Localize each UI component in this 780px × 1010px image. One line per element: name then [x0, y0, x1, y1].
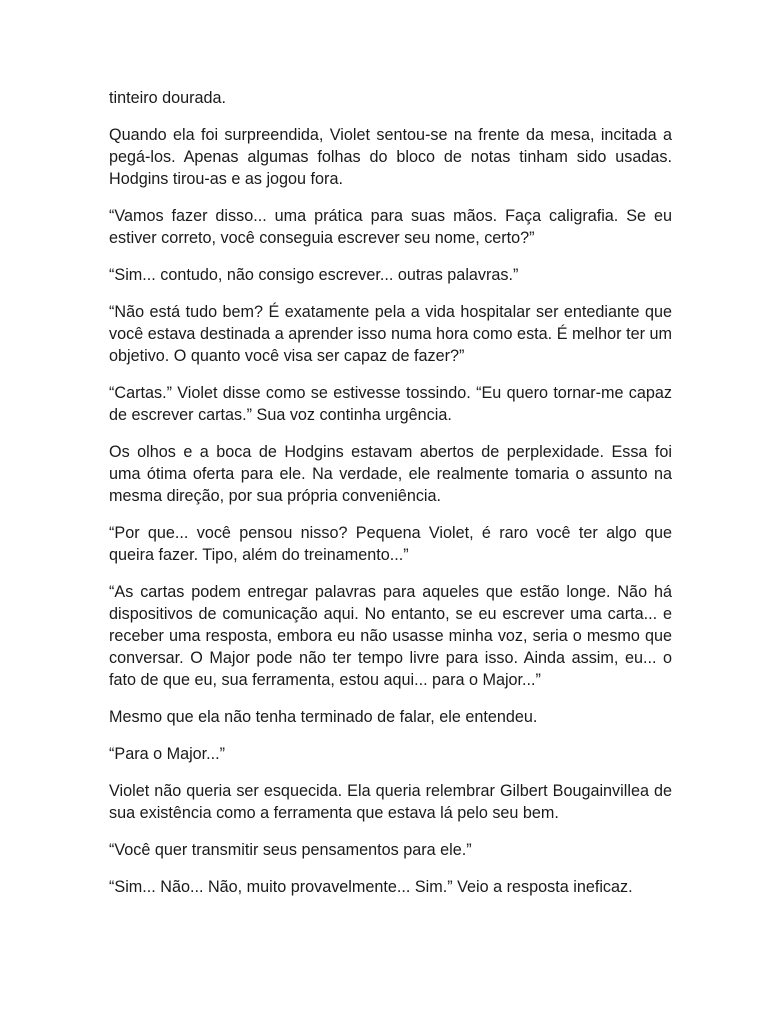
paragraph: Os olhos e a boca de Hodgins estavam abertos de perplexidade. Essa foi uma ótima oferta para ele. Na verdade, ele realmente tomaria o assunto na mesma direção, por sua própria conveniência. — [109, 443, 672, 505]
paragraph: Quando ela foi surpreendida, Violet sentou-se na frente da mesa, incitada a pegá-los. Apenas algumas folhas do bloco de notas tinham sido usadas. Hodgins tirou-as e as jogou fora. — [109, 126, 672, 188]
paragraph: Violet não queria ser esquecida. Ela queria relembrar Gilbert Bougainvillea de sua existência como a ferramenta que estava lá pelo seu bem. — [109, 782, 672, 822]
paragraph: tinteiro dourada. — [109, 89, 226, 107]
paragraph: “Vamos fazer disso... uma prática para suas mãos. Faça caligrafia. Se eu estiver correto, você conseguia escrever seu nome, certo?” — [109, 207, 672, 247]
document-page — [109, 87, 672, 913]
paragraph: “Para o Major...” — [109, 745, 226, 763]
paragraph: Mesmo que ela não tenha terminado de falar, ele entendeu. — [109, 708, 538, 726]
paragraph: “Por que... você pensou nisso? Pequena Violet, é raro você ter algo que queira fazer. Tipo, além do treinamento...” — [109, 524, 672, 564]
paragraph: “Sim... contudo, não consigo escrever... outras palavras.” — [109, 266, 519, 284]
paragraph: “Cartas.” Violet disse como se estivesse tossindo. “Eu quero tornar-me capaz de escrever cartas.” Sua voz continha urgência. — [109, 384, 672, 424]
paragraph: “Sim... Não... Não, muito provavelmente... Sim.” Veio a resposta ineficaz. — [109, 878, 633, 896]
paragraph: “As cartas podem entregar palavras para aqueles que estão longe. Não há dispositivos de comunicação aqui. No entanto, se eu escrever uma carta... e receber uma resposta, embora eu não usasse minha voz, seria o mesmo que conversar. O Major pode não ter tempo livre para isso. Ainda assim, eu... o fato de que eu, sua ferramenta, estou aqui... para o Major...” — [109, 583, 672, 689]
paragraph: “Você quer transmitir seus pensamentos para ele.” — [109, 841, 472, 859]
paragraph: “Não está tudo bem? É exatamente pela a vida hospitalar ser entediante que você estava destinada a aprender isso numa hora como esta. É melhor ter um objetivo. O quanto você visa ser capaz de fazer?” — [109, 303, 672, 365]
